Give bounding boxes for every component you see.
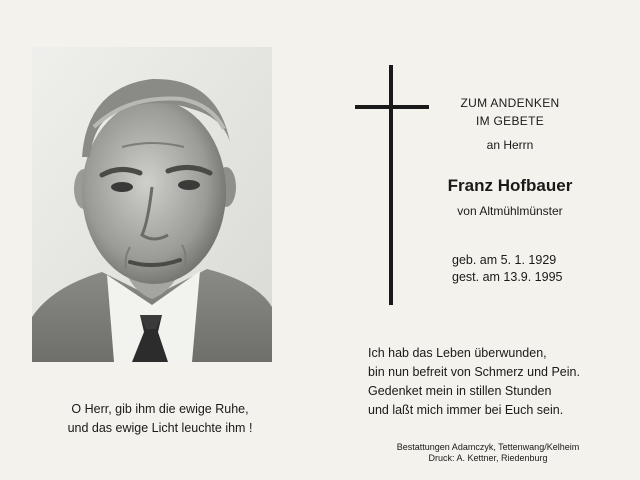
poem-line: Gedenket mein in stillen Stunden (368, 384, 552, 398)
cross-vertical-bar (389, 65, 393, 305)
heading-line: an Herrn (486, 138, 534, 152)
heading-line: ZUM ANDENKEN (460, 96, 560, 110)
prayer-line: und das ewige Licht leuchte ihm ! (67, 421, 253, 435)
credit-line: Druck: A. Kettner, Riedenburg (428, 453, 548, 463)
deceased-origin: von Altmühlmünster (457, 204, 563, 218)
prayer-text (20, 400, 300, 438)
memorial-poem (368, 344, 580, 420)
poem-line: Ich hab das Leben überwunden, (368, 346, 547, 360)
prayer-line: O Herr, gib ihm die ewige Ruhe, (71, 402, 249, 416)
cross-horizontal-bar (355, 105, 429, 109)
life-dates (452, 252, 563, 286)
portrait-photo (32, 47, 272, 362)
poem-line: bin nun befreit von Schmerz und Pein. (368, 365, 580, 379)
portrait-illustration (32, 47, 272, 362)
deceased-name: Franz Hofbauer (447, 176, 573, 195)
birth-date: geb. am 5. 1. 1929 (452, 253, 557, 267)
heading-line: IM GEBETE (475, 114, 545, 128)
death-date: gest. am 13.9. 1995 (452, 270, 563, 284)
printer-credits (368, 442, 608, 464)
credit-line: Bestattungen Adamczyk, Tettenwang/Kelheim (396, 442, 580, 452)
poem-line: und laßt mich immer bei Euch sein. (368, 403, 564, 417)
